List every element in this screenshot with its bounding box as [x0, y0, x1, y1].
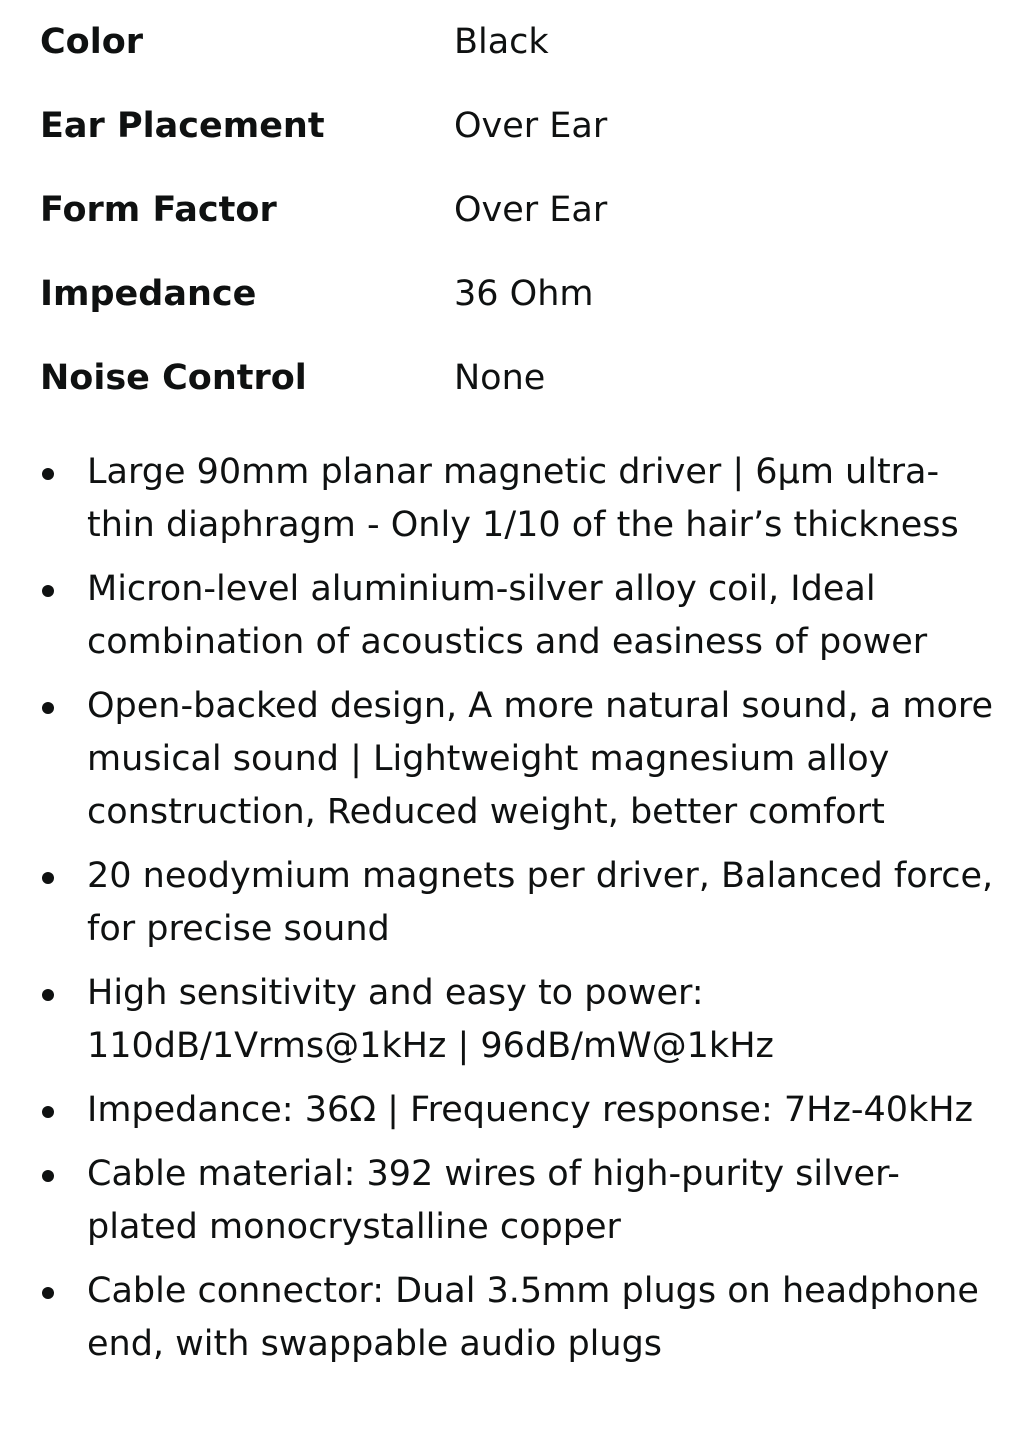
- spec-label: Form Factor: [40, 189, 277, 230]
- list-item: [40, 1265, 1000, 1371]
- list-item: [40, 1084, 1000, 1137]
- bullet-icon: [40, 850, 87, 956]
- spec-value: None: [454, 357, 546, 398]
- list-item: [40, 563, 1000, 669]
- feature-text: Large 90mm planar magnetic driver | 6μm ultra-thin diaphragm - Only 1/10 of the hair’s thickness: [87, 452, 959, 545]
- spec-value: Black: [454, 21, 549, 62]
- spec-table: [40, 0, 990, 420]
- spec-value: 36 Ohm: [454, 273, 594, 314]
- list-item: [40, 680, 1000, 839]
- spec-row-noise-control: [40, 336, 990, 420]
- bullet-icon: [40, 563, 87, 669]
- spec-label: Noise Control: [40, 357, 307, 398]
- spec-label: Impedance: [40, 273, 257, 314]
- spec-row-ear-placement: [40, 84, 990, 168]
- spec-row-impedance: [40, 252, 990, 336]
- spec-value: Over Ear: [454, 189, 608, 230]
- list-item: [40, 446, 1000, 552]
- spec-row-form-factor: [40, 168, 990, 252]
- feature-text: Open-backed design, A more natural sound, a more musical sound | Lightweight magnesium alloy construction, Reduced weight, better comfort: [87, 686, 994, 832]
- spec-value: Over Ear: [454, 105, 608, 146]
- feature-text: Micron-level aluminium-silver alloy coil, Ideal combination of acoustics and easiness of power: [87, 569, 928, 662]
- spec-label: Color: [40, 21, 144, 62]
- bullet-icon: [40, 1265, 87, 1371]
- feature-text: Cable material: 392 wires of high-purity silver-plated monocrystalline copper: [87, 1154, 900, 1247]
- list-item: [40, 1148, 1000, 1254]
- spec-label: Ear Placement: [40, 105, 325, 146]
- feature-text: Impedance: 36Ω | Frequency response: 7Hz-40kHz: [87, 1090, 973, 1130]
- feature-text: 20 neodymium magnets per driver, Balanced force, for precise sound: [87, 856, 994, 949]
- bullet-icon: [40, 680, 87, 839]
- list-item: [40, 967, 1000, 1073]
- bullet-icon: [40, 967, 87, 1073]
- feature-bullet-list: [40, 446, 1000, 1382]
- feature-text: Cable connector: Dual 3.5mm plugs on headphone end, with swappable audio plugs: [87, 1271, 979, 1364]
- list-item: [40, 850, 1000, 956]
- feature-text: High sensitivity and easy to power: 110dB/1Vrms@1kHz | 96dB/mW@1kHz: [87, 973, 774, 1066]
- bullet-icon: [40, 1148, 87, 1254]
- bullet-icon: [40, 1084, 87, 1137]
- spec-row-color: [40, 0, 990, 84]
- bullet-icon: [40, 446, 87, 552]
